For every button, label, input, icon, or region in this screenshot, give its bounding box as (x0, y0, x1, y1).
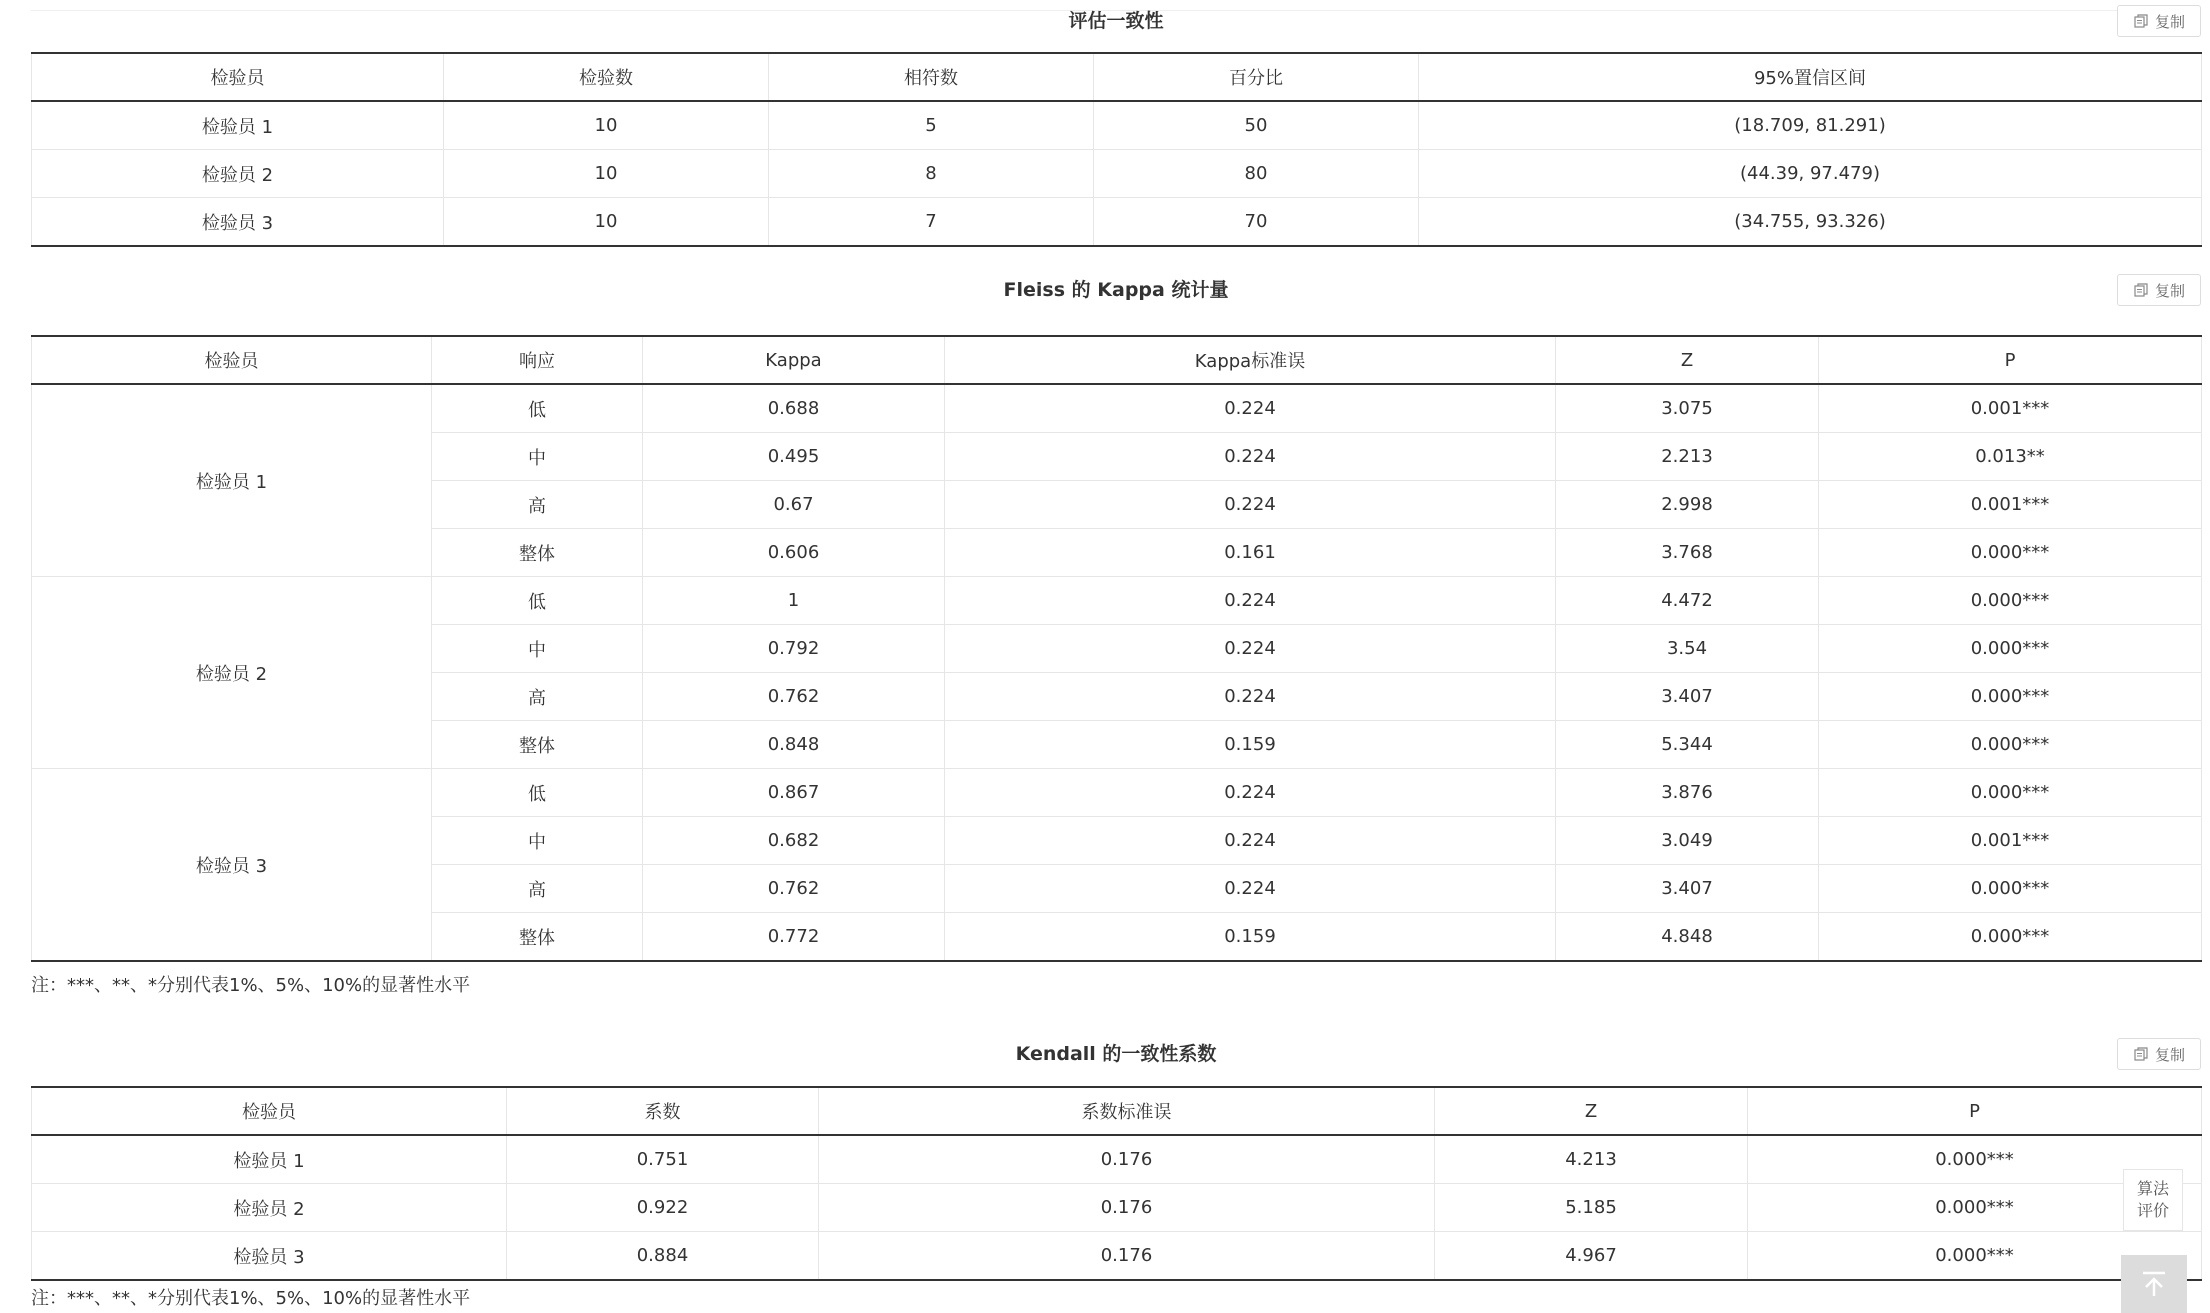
arrow-up-icon (2139, 1269, 2169, 1299)
table-cell: 0.000*** (1819, 625, 2202, 673)
table-cell: 0.688 (643, 384, 945, 433)
table-cell: 4.848 (1556, 913, 1819, 962)
table-cell: (44.39, 97.479) (1419, 150, 2202, 198)
table-cell: 3.049 (1556, 817, 1819, 865)
group-label-cell: 检验员 3 (32, 769, 432, 962)
table-cell: 5 (769, 101, 1094, 150)
group-label-cell: 检验员 2 (32, 577, 432, 769)
table-cell: 0.224 (945, 673, 1556, 721)
table-row (32, 1184, 2202, 1232)
table-cell: 4.472 (1556, 577, 1819, 625)
table-cell: 高 (432, 865, 643, 913)
column-header: Z (1556, 336, 1819, 384)
table-cell: 0.001*** (1819, 817, 2202, 865)
table-cell: 0.013** (1819, 433, 2202, 481)
table-cell: 低 (432, 577, 643, 625)
column-header: 百分比 (1094, 53, 1419, 101)
table-cell: 0.224 (945, 865, 1556, 913)
table-cell: 整体 (432, 721, 643, 769)
kendall-title: Kendall 的一致性系数 (1015, 1043, 1217, 1065)
table-row (32, 150, 2202, 198)
table-cell: 0.001*** (1819, 384, 2202, 433)
assessment-table (31, 52, 2202, 247)
column-header: 系数 (507, 1087, 819, 1135)
table-cell: 检验员 2 (32, 1184, 507, 1232)
table-cell: 整体 (432, 913, 643, 962)
table-cell: 4.213 (1435, 1135, 1748, 1184)
table-cell: 3.876 (1556, 769, 1819, 817)
table-cell: 0.762 (643, 673, 945, 721)
table-row (32, 769, 2202, 817)
kendall-table (31, 1086, 2202, 1281)
column-header: 检验员 (32, 53, 444, 101)
table-row (32, 198, 2202, 247)
table-cell: 0.000*** (1819, 721, 2202, 769)
table-cell: 0.495 (643, 433, 945, 481)
table-cell: 检验员 1 (32, 1135, 507, 1184)
column-header: 相符数 (769, 53, 1094, 101)
table-cell: (18.709, 81.291) (1419, 101, 2202, 150)
table-cell: 0.000*** (1819, 913, 2202, 962)
table-cell: 0.000*** (1748, 1135, 2202, 1184)
table-cell: 80 (1094, 150, 1419, 198)
fleiss-table (31, 335, 2202, 962)
table-cell: 50 (1094, 101, 1419, 150)
table-cell: 5.185 (1435, 1184, 1748, 1232)
table-cell: 3.768 (1556, 529, 1819, 577)
column-header: 95%置信区间 (1419, 53, 2202, 101)
table-row (32, 1232, 2202, 1281)
table-cell: 3.407 (1556, 673, 1819, 721)
table-cell: 0.224 (945, 577, 1556, 625)
assessment-copy-button[interactable] (2117, 5, 2201, 37)
table-cell: 4.967 (1435, 1232, 1748, 1281)
table-cell: 检验员 1 (32, 101, 444, 150)
table-cell: 7 (769, 198, 1094, 247)
table-cell: 10 (444, 150, 769, 198)
evaluate-label-line2: 评价 (2136, 1201, 2169, 1220)
table-cell: 3.075 (1556, 384, 1819, 433)
table-cell: 低 (432, 384, 643, 433)
table-cell: 0.161 (945, 529, 1556, 577)
table-cell: 0.159 (945, 913, 1556, 962)
copy-label: 复制 (2154, 281, 2185, 300)
copy-label: 复制 (2154, 1045, 2185, 1064)
copy-label: 复制 (2154, 12, 2185, 31)
table-cell: 0.922 (507, 1184, 819, 1232)
table-cell: 2.213 (1556, 433, 1819, 481)
table-cell: 2.998 (1556, 481, 1819, 529)
fleiss-title: Fleiss 的 Kappa 统计量 (1003, 279, 1229, 301)
fleiss-copy-button[interactable] (2117, 274, 2201, 306)
table-cell: 0.224 (945, 481, 1556, 529)
table-cell: 0.000*** (1819, 529, 2202, 577)
table-cell: 0.224 (945, 817, 1556, 865)
table-cell: 0.224 (945, 433, 1556, 481)
table-cell: 中 (432, 817, 643, 865)
table-cell: 0.000*** (1819, 673, 2202, 721)
table-cell: 0.176 (819, 1184, 1435, 1232)
table-cell: 0.001*** (1819, 481, 2202, 529)
column-header: 系数标准误 (819, 1087, 1435, 1135)
back-to-top-button[interactable] (2121, 1255, 2187, 1313)
significance-note: 注：***、**、*分别代表1%、5%、10%的显著性水平 (31, 1288, 471, 1309)
column-header: Z (1435, 1087, 1748, 1135)
table-cell: 0.000*** (1748, 1232, 2202, 1281)
table-cell: 0.606 (643, 529, 945, 577)
table-cell: 低 (432, 769, 643, 817)
table-cell: 中 (432, 433, 643, 481)
table-cell: 0.000*** (1748, 1184, 2202, 1232)
table-cell: 5.344 (1556, 721, 1819, 769)
table-cell: 10 (444, 101, 769, 150)
table-cell: 整体 (432, 529, 643, 577)
algorithm-evaluate-button[interactable] (2123, 1169, 2183, 1231)
column-header: 响应 (432, 336, 643, 384)
table-header-row (32, 53, 2202, 101)
table-cell: 0.159 (945, 721, 1556, 769)
copy-icon (2133, 13, 2149, 29)
copy-icon (2133, 282, 2149, 298)
column-header: 检验数 (444, 53, 769, 101)
column-header: Kappa (643, 336, 945, 384)
table-cell: 3.407 (1556, 865, 1819, 913)
table-cell: 10 (444, 198, 769, 247)
table-cell: 高 (432, 481, 643, 529)
table-cell: 高 (432, 673, 643, 721)
group-label-cell: 检验员 1 (32, 384, 432, 577)
table-cell: 1 (643, 577, 945, 625)
kendall-copy-button[interactable] (2117, 1038, 2201, 1070)
table-cell: 检验员 2 (32, 150, 444, 198)
table-row (32, 1135, 2202, 1184)
table-cell: 中 (432, 625, 643, 673)
table-cell: 检验员 3 (32, 198, 444, 247)
column-header: P (1819, 336, 2202, 384)
table-cell: 0.224 (945, 769, 1556, 817)
table-cell: 0.000*** (1819, 577, 2202, 625)
table-header-row (32, 1087, 2202, 1135)
table-cell: 0.000*** (1819, 865, 2202, 913)
table-cell: (34.755, 93.326) (1419, 198, 2202, 247)
table-cell: 0.884 (507, 1232, 819, 1281)
table-cell: 0.772 (643, 913, 945, 962)
evaluate-label-line1: 算法 (2136, 1179, 2169, 1198)
table-cell: 0.867 (643, 769, 945, 817)
significance-note: 注：***、**、*分别代表1%、5%、10%的显著性水平 (31, 975, 471, 996)
table-cell: 0.792 (643, 625, 945, 673)
table-cell: 0.224 (945, 384, 1556, 433)
table-cell: 0.751 (507, 1135, 819, 1184)
table-row (32, 577, 2202, 625)
column-header: P (1748, 1087, 2202, 1135)
table-cell: 0.000*** (1819, 769, 2202, 817)
table-cell: 0.762 (643, 865, 945, 913)
table-row (32, 384, 2202, 433)
column-header: 检验员 (32, 336, 432, 384)
table-cell: 0.176 (819, 1135, 1435, 1184)
table-cell: 0.848 (643, 721, 945, 769)
table-cell: 3.54 (1556, 625, 1819, 673)
table-header-row (32, 336, 2202, 384)
table-cell: 0.176 (819, 1232, 1435, 1281)
copy-icon (2133, 1046, 2149, 1062)
table-cell: 0.67 (643, 481, 945, 529)
assessment-title: 评估一致性 (1068, 10, 1164, 32)
table-cell: 0.682 (643, 817, 945, 865)
table-cell: 0.224 (945, 625, 1556, 673)
table-row (32, 101, 2202, 150)
column-header: 检验员 (32, 1087, 507, 1135)
table-cell: 70 (1094, 198, 1419, 247)
table-cell: 8 (769, 150, 1094, 198)
column-header: Kappa标准误 (945, 336, 1556, 384)
table-cell: 检验员 3 (32, 1232, 507, 1281)
